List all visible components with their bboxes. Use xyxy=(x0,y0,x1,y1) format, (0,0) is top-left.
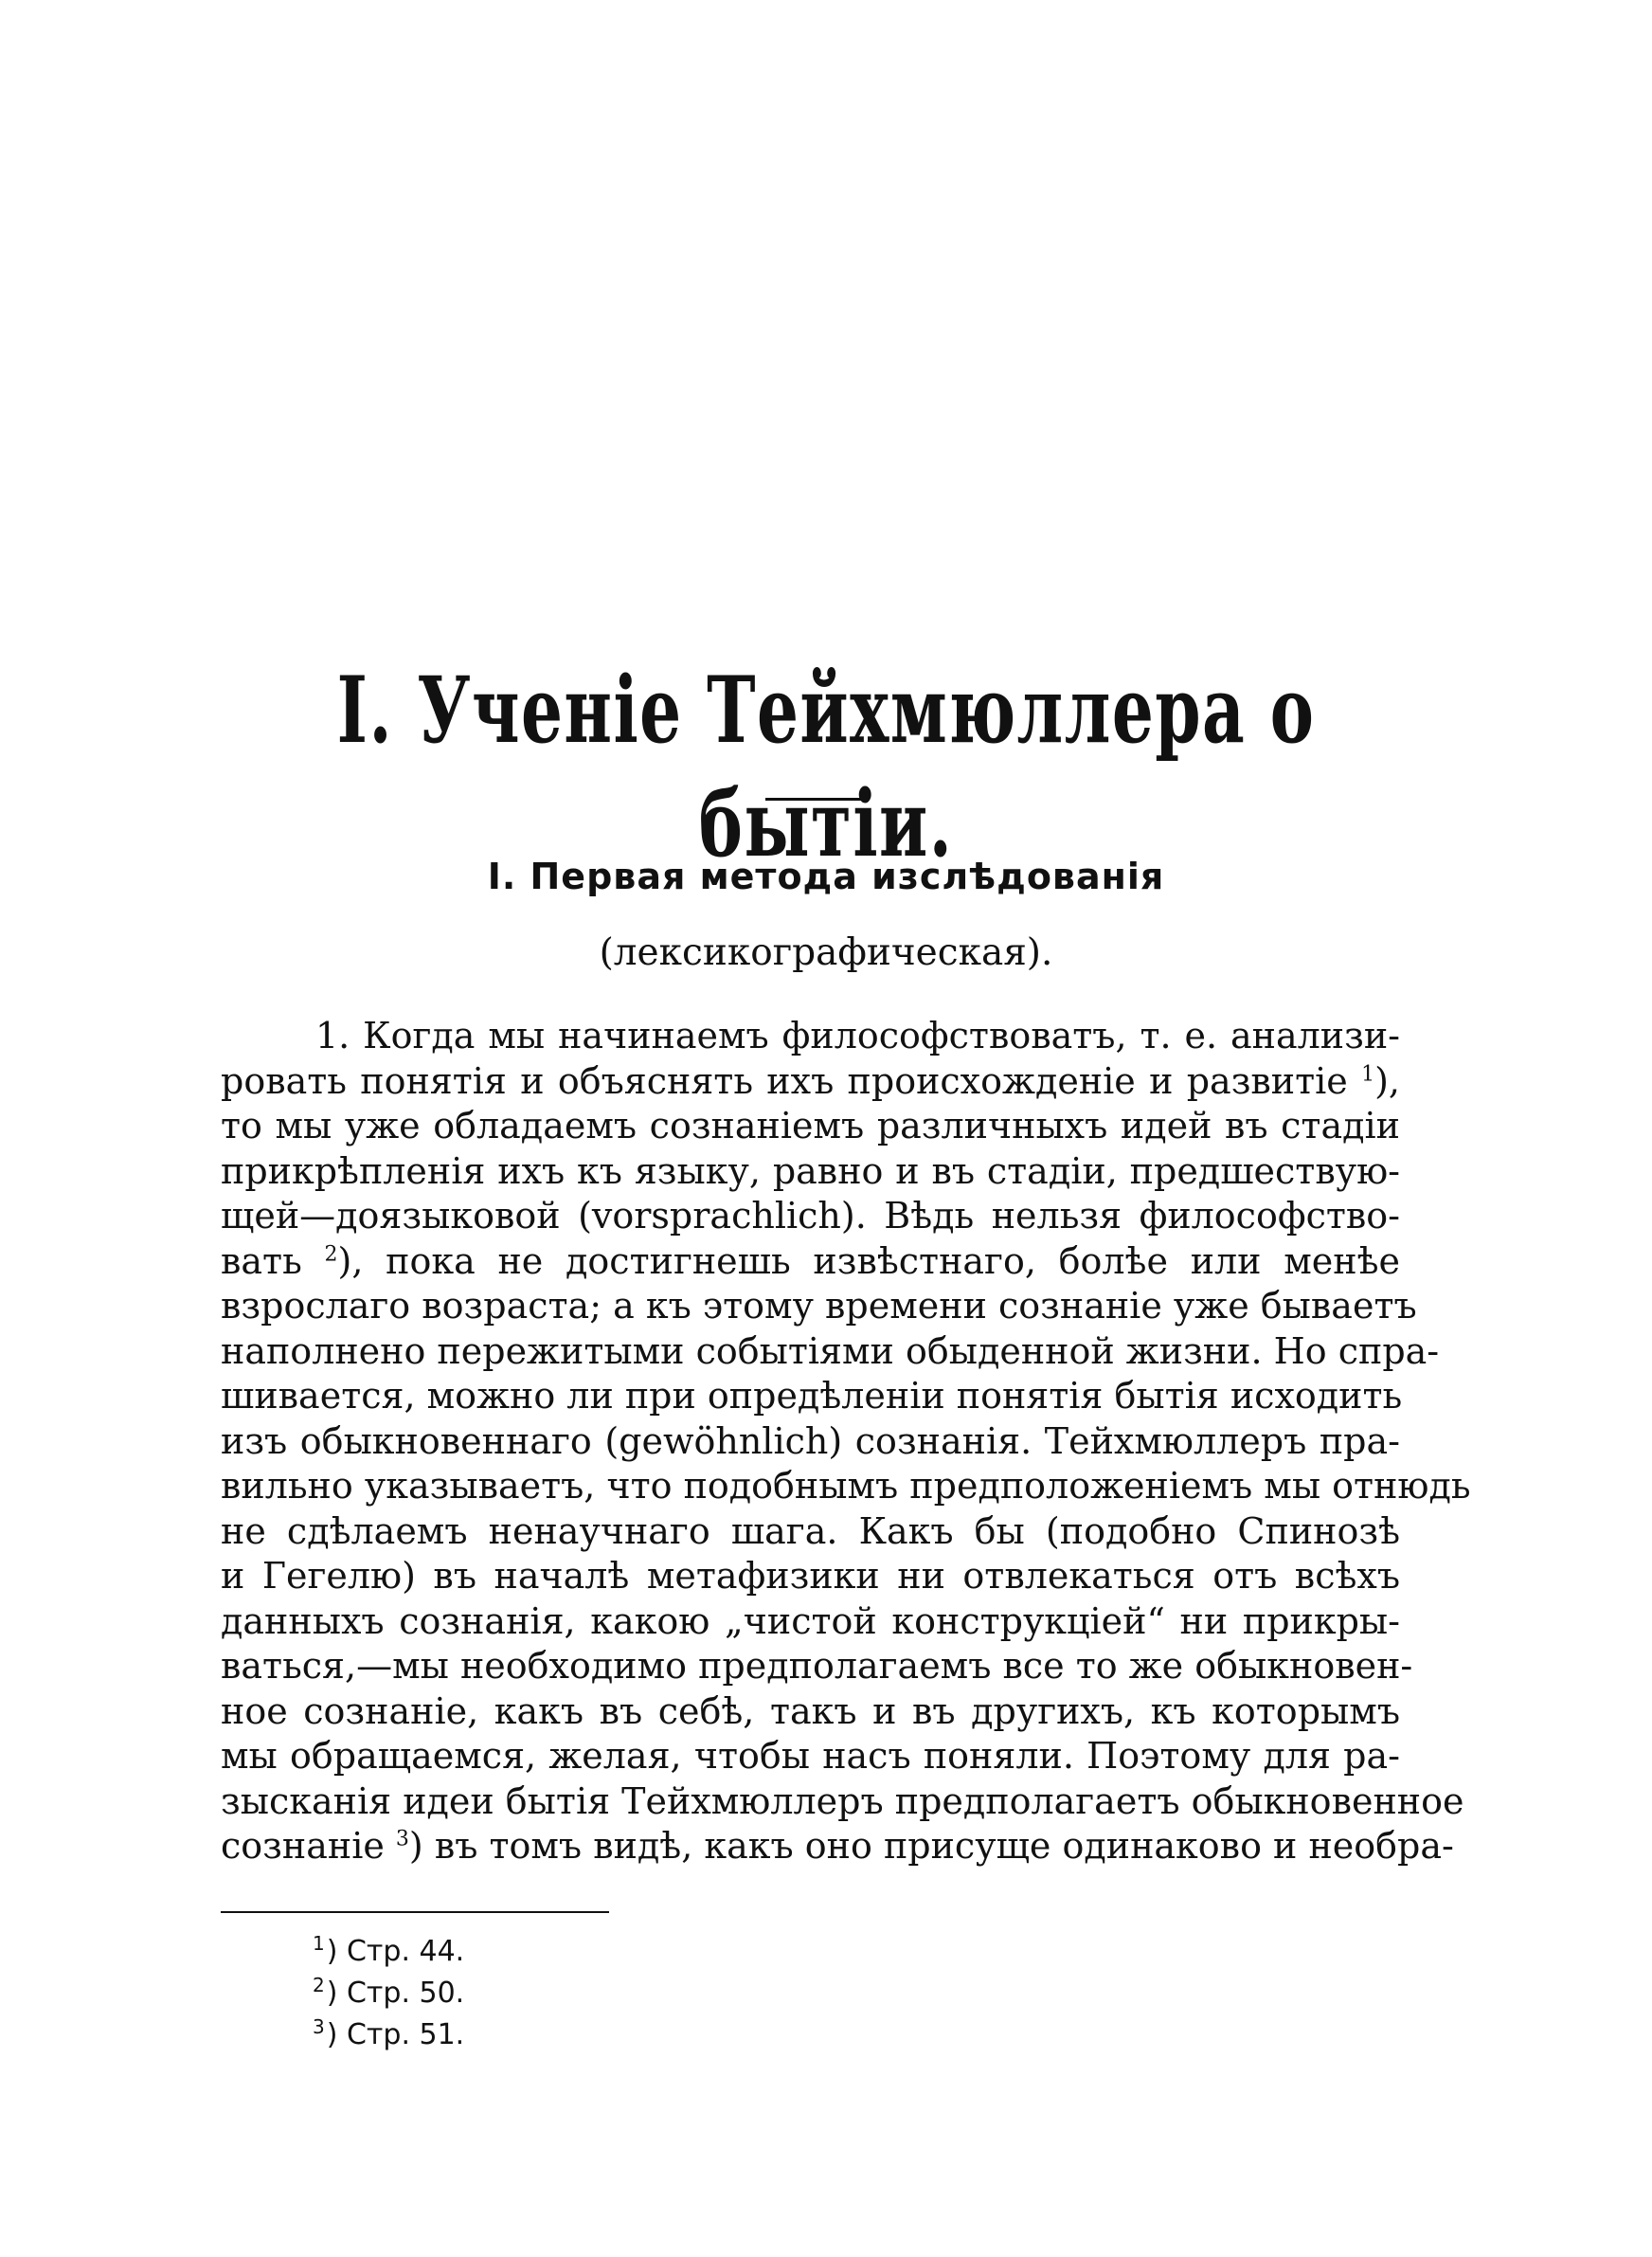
body-line-text: ) въ томъ видѣ, какъ оно присуще одинаково и необра- xyxy=(408,1825,1454,1867)
body-line: 1. Когда мы начинаемъ философствоватъ, т. е. анализи- xyxy=(315,1015,1400,1056)
footnotes xyxy=(313,1931,464,2056)
section-subheading: (лексикографическая). xyxy=(599,931,1053,974)
body-line-text: ), пока не достигнешь извѣстнаго, болѣе или менѣе xyxy=(337,1239,1400,1282)
section-heading: I. Первая метода изслѣдованія xyxy=(487,856,1165,897)
body-line-text: вать xyxy=(221,1239,325,1282)
footnote-mark: 1 xyxy=(313,1932,325,1955)
body-line: щей—доязыковой (vorsprachlich). Вѣдь нельзя философство- xyxy=(221,1195,1400,1237)
body-line: мы обращаемся, желая, чтобы насъ поняли. Поэтому для ра- xyxy=(221,1735,1400,1777)
footnote xyxy=(313,2014,464,2056)
footnote-ref: 3 xyxy=(395,1827,409,1851)
footnote-divider xyxy=(221,1911,609,1913)
footnote-mark: 3 xyxy=(313,2015,325,2038)
body-line: ваться,—мы необходимо предполагаемъ все то же обыкновен- xyxy=(221,1645,1413,1687)
body-line: взрослаго возраста; а къ этому времени сознаніе уже бываетъ xyxy=(221,1285,1417,1327)
body-line-text: ), xyxy=(1374,1059,1400,1102)
body-line: данныхъ сознанія, какою „чистой конструкціей“ ни прикры- xyxy=(221,1599,1400,1642)
footnote xyxy=(313,1973,464,2014)
body-line xyxy=(221,1824,1454,1869)
footnote-text: ) Стр. 44. xyxy=(326,1935,465,1968)
body-line: не сдѣлаемъ ненаучнаго шага. Какъ бы (подобно Спинозѣ xyxy=(221,1509,1400,1552)
chapter-title: I. Ученіе Тейхмюллера о бытіи. xyxy=(336,657,1316,877)
body-line: ное сознаніе, какъ въ себѣ, такъ и въ другихъ, къ которымъ xyxy=(221,1689,1400,1732)
footnote-text: ) Стр. 50. xyxy=(326,1977,465,2010)
footnote-ref: 1 xyxy=(1361,1061,1375,1086)
body-line: вильно указываетъ, что подобнымъ предположеніемъ мы отнюдь xyxy=(221,1465,1471,1507)
body-line: изъ обыкновеннаго (gewöhnlich) сознанія. Тейхмюллеръ пра- xyxy=(221,1419,1400,1462)
footnote-ref: 2 xyxy=(324,1241,338,1266)
body-line: и Гегелю) въ началѣ метафизики ни отвлекаться отъ всѣхъ xyxy=(221,1555,1400,1597)
footnote-mark: 2 xyxy=(313,1974,325,1996)
body-line: зысканія идеи бытія Тейхмюллеръ предполагаетъ обыкновенное xyxy=(221,1779,1464,1822)
body-line-text: ровать понятія и объяснять ихъ происхожденіе и развитіе xyxy=(221,1059,1362,1102)
body-paragraph xyxy=(221,1014,1471,1869)
body-line: прикрѣпленія ихъ къ языку, равно и въ стадіи, предшествую- xyxy=(221,1149,1400,1192)
body-line-text: сознаніе xyxy=(221,1825,396,1867)
footnote xyxy=(313,1931,464,1973)
body-line xyxy=(221,1239,1400,1285)
footnote-text: ) Стр. 51. xyxy=(326,2018,465,2051)
body-line xyxy=(221,1059,1400,1105)
body-line: то мы уже обладаемъ сознаніемъ различныхъ идей въ стадіи xyxy=(221,1105,1400,1147)
body-line: наполнено пережитыми событіями обыденной жизни. Но спра- xyxy=(221,1329,1440,1372)
title-divider xyxy=(765,798,864,801)
body-line: шивается, можно ли при опредѣленіи понятія бытія исходить xyxy=(221,1375,1403,1417)
